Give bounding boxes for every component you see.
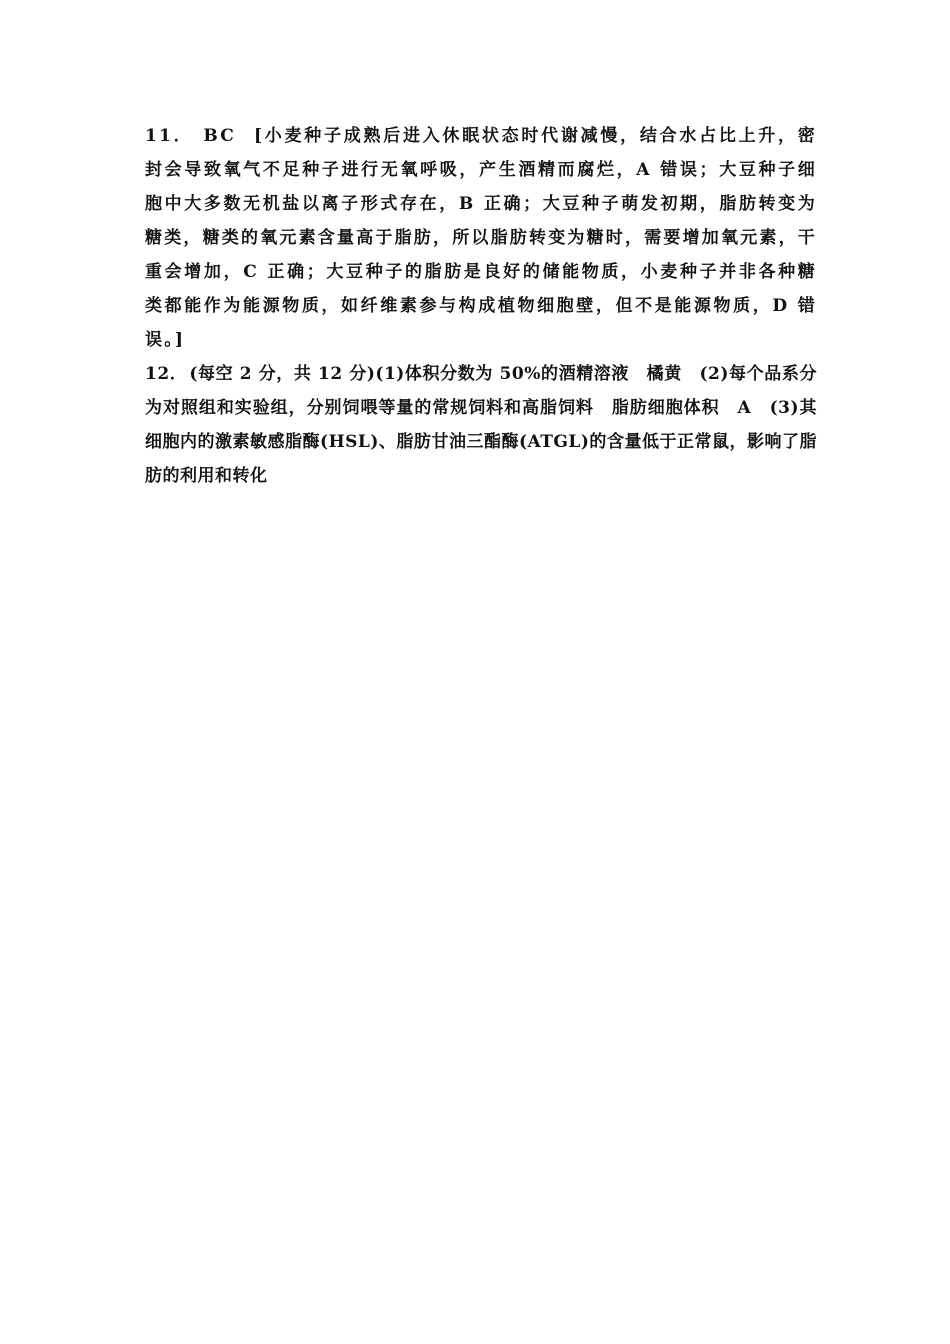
answer-11: [145, 119, 817, 357]
question-number: 12．: [145, 364, 188, 384]
answer-12: [145, 357, 817, 493]
question-number: 11．: [145, 126, 194, 146]
answer-explanation: [小麦种子成熟后进入休眠状态时代谢减慢，结合水占比上升，密封会导致氧气不足种子进行无氧呼吸，产生酒精而腐烂，A 错误；大豆种子细胞中大多数无机盐以离子形式存在，B 正确；大豆种子萌发初期，脂肪转变为糖类，糖类的氧元素含量高于脂肪，所以脂肪转变为糖时，需要增加氧元素，干重会增加，C 正确；大豆种子的脂肪是良好的储能物质，小麦种子并非各种糖类都能作为能源物质，如纤维素参与构成植物细胞壁，但不是能源物质，D 错误。]: [145, 126, 817, 350]
answer-text: (每空 2 分，共 12 分)(1)体积分数为 50%的酒精溶液 橘黄 (2)每个品系分为对照组和实验组，分别饲喂等量的常规饲料和高脂饲料 脂肪细胞体积 A (3)其细胞内的激素敏感脂酶(HSL)、脂肪甘油三酯酶(ATGL)的含量低于正常鼠，影响了脂肪的利用和转化: [145, 364, 817, 486]
answer-document: [145, 119, 817, 493]
answer-key: BC: [203, 126, 236, 146]
